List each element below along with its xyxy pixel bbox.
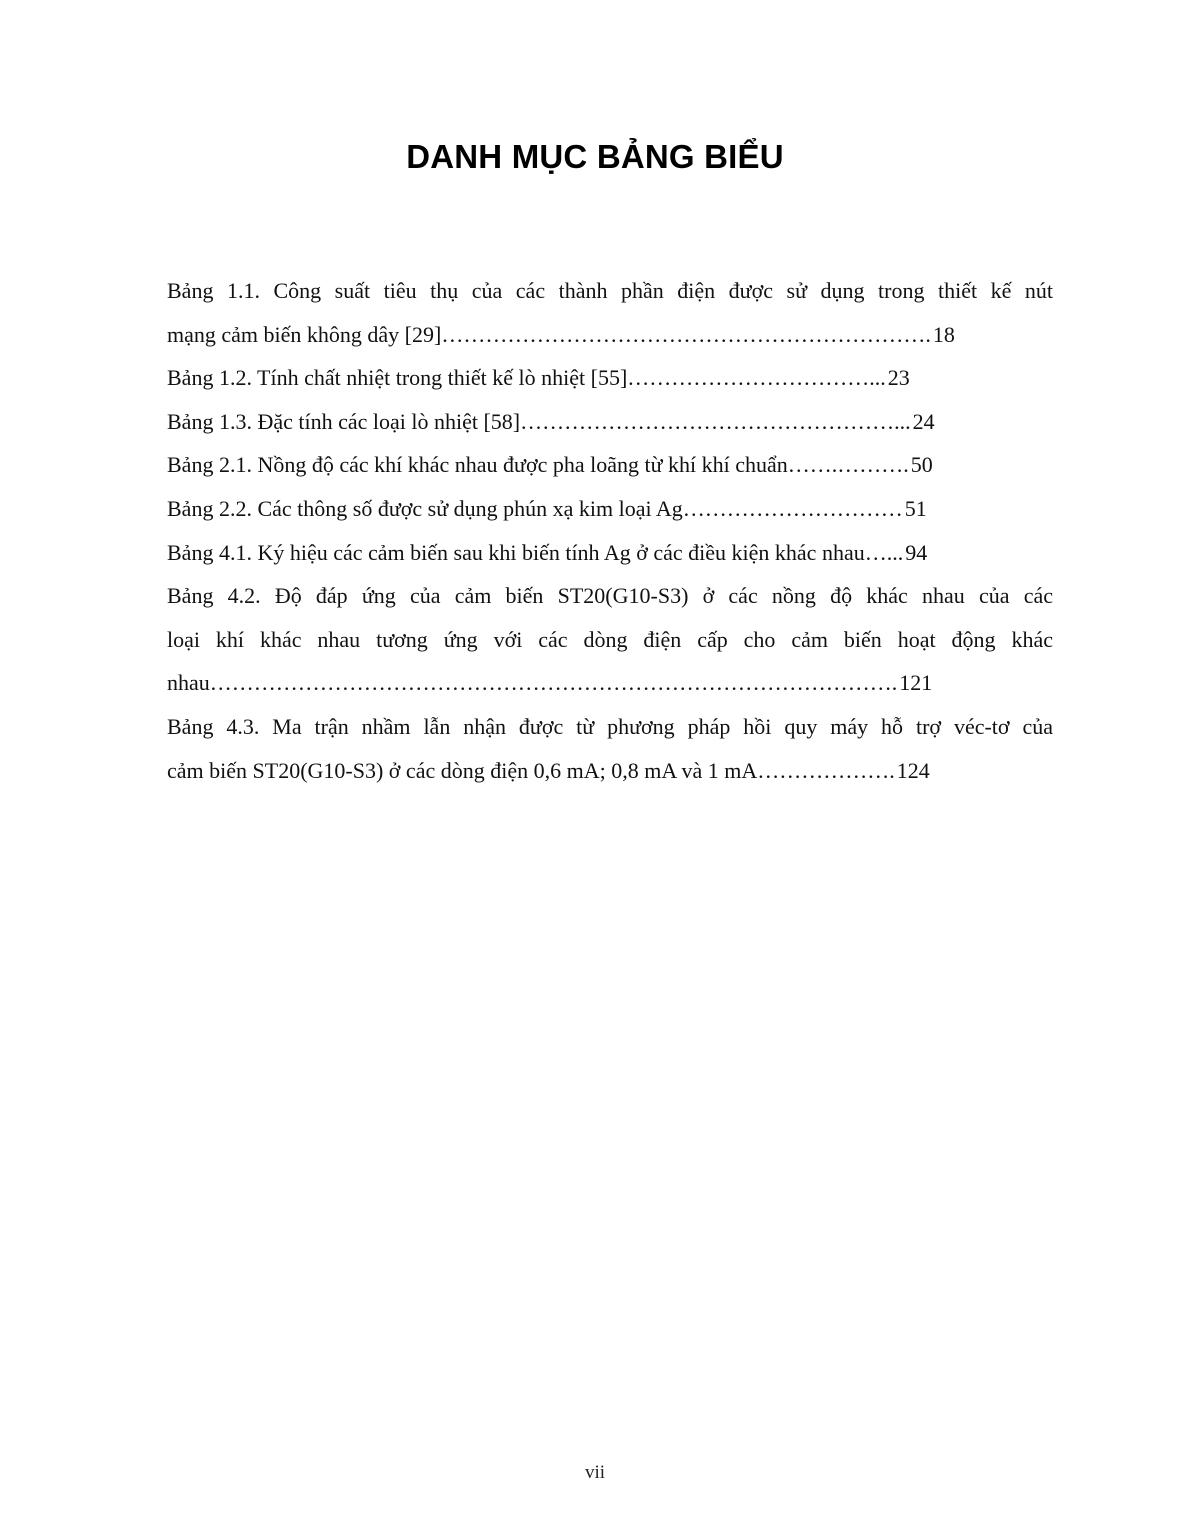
entry-last-line [167,356,1053,400]
entry-page-number: 121 [899,670,933,696]
list-item [167,487,1053,531]
entry-last-line [167,313,1053,357]
entry-text: Bảng 1.3. Đặc tính các loại lò nhiệt [58]……………………………………………... [167,408,911,434]
table-list [167,269,1053,792]
list-item [167,531,1053,575]
list-item [167,705,1053,792]
entry-text: Bảng 1.2. Tính chất nhiệt trong thiết kế lò nhiệt [55]……………………………... [167,365,886,391]
entry-last-line [167,487,1053,531]
entry-last-line [167,749,1053,793]
entry-last-line [167,531,1053,575]
page-title: DANH MỤC BẢNG BIỂU [406,138,784,175]
entry-page-number: 18 [932,321,955,347]
list-item [167,574,1053,705]
entry-text: Bảng 2.1. Nồng độ các khí khác nhau được pha loãng từ khí khí chuẩn…….………. [167,452,909,478]
list-item [167,356,1053,400]
entry-page-number: 51 [904,495,927,521]
entry-last-line [167,400,1053,444]
entry-text: nhau…………………………………………………………………………………. [167,670,898,696]
entry-page-number: 23 [887,365,910,391]
entry-page-number: 24 [912,408,935,434]
entry-last-line [167,443,1053,487]
entry-page-number: 50 [910,452,933,478]
entry-text: Bảng 4.1. Ký hiệu các cảm biến sau khi biến tính Ag ở các điều kiện khác nhau…... [167,539,904,565]
list-item [167,443,1053,487]
list-item [167,400,1053,444]
page-number: vii [584,1462,606,1483]
entry-line: loại khí khác nhau tương ứng với các dòng điện cấp cho cảm biến hoạt động khác [167,626,1053,652]
entry-page-number: 94 [905,539,928,565]
entry-line: Bảng 4.2. Độ đáp ứng của cảm biến ST20(G10-S3) ở các nồng độ khác nhau của các [167,583,1053,609]
entry-last-line [167,661,1053,705]
entry-line: Bảng 1.1. Công suất tiêu thụ của các thành phần điện được sử dụng trong thiết kế nút [167,278,1053,303]
entry-page-number: 124 [896,757,930,783]
entry-text: Bảng 2.2. Các thông số được sử dụng phún xạ kim loại Ag………………………… [167,495,903,521]
list-item [167,269,1053,356]
entry-text: cảm biến ST20(G10-S3) ở các dòng điện 0,6 mA; 0,8 mA và 1 mA………………. [167,757,895,783]
entry-text: mạng cảm biến không dây [29]…………………………………………………………. [167,321,931,347]
entry-line: Bảng 4.3. Ma trận nhầm lẫn nhận được từ phương pháp hồi quy máy hỗ trợ véc-tơ của [167,713,1053,739]
